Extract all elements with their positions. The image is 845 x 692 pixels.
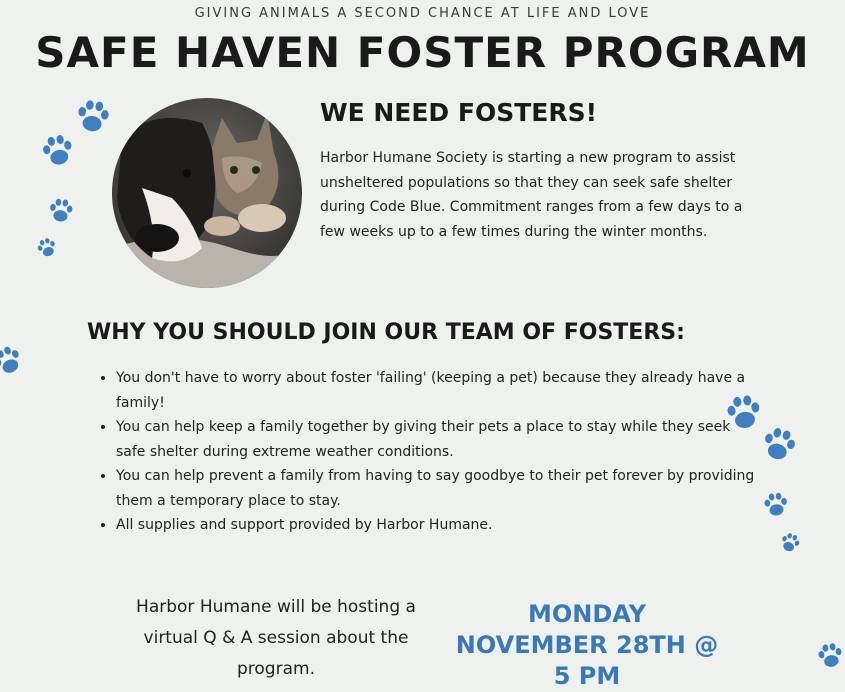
reason-item: • All supplies and support provided by Harbor Humane. [116, 513, 756, 538]
reason-item: • You can help prevent a family from having to say goodbye to their pet forever by providing them a temporary place to stay. [116, 464, 756, 513]
paw-print-icon [813, 636, 845, 676]
paw-print-icon [0, 338, 30, 384]
tagline: GIVING ANIMALS A SECOND CHANCE AT LIFE AND LOVE [194, 6, 651, 21]
paw-print-icon [761, 490, 792, 521]
paw-print-icon [33, 234, 61, 262]
paw-print-icon [46, 196, 77, 227]
dog-and-kitten-photo [112, 98, 302, 288]
we-need-fosters-heading: WE NEED FOSTERS! [320, 98, 598, 127]
event-date: MONDAY NOVEMBER 28TH @ 5 PM [455, 600, 719, 690]
qa-session-text: Harbor Humane will be hosting a virtual Q & A session about the program. [136, 597, 416, 679]
reason-item: • You don't have to worry about foster 'failing' (keeping a pet) because they already have a family! [116, 366, 756, 415]
paw-print-icon [721, 390, 766, 435]
paw-print-icon [776, 529, 804, 557]
paw-print-icon [37, 130, 80, 173]
paw-print-icon [756, 422, 803, 469]
page-title: SAFE HAVEN FOSTER PROGRAM [35, 28, 810, 77]
intro-paragraph: Harbor Humane Society is starting a new program to assist unsheltered populations so that they can seek safe shelter during Code Blue. Commitment ranges from a few days to a few weeks up to a few times during the winter months. [320, 150, 743, 240]
why-join-heading: WHY YOU SHOULD JOIN OUR TEAM OF FOSTERS: [87, 320, 685, 345]
paw-print-icon [72, 96, 115, 139]
reasons-list [96, 366, 756, 538]
reason-item: • You can help keep a family together by giving their pets a place to stay while they seek safe shelter during extreme weather conditions. [116, 415, 756, 464]
